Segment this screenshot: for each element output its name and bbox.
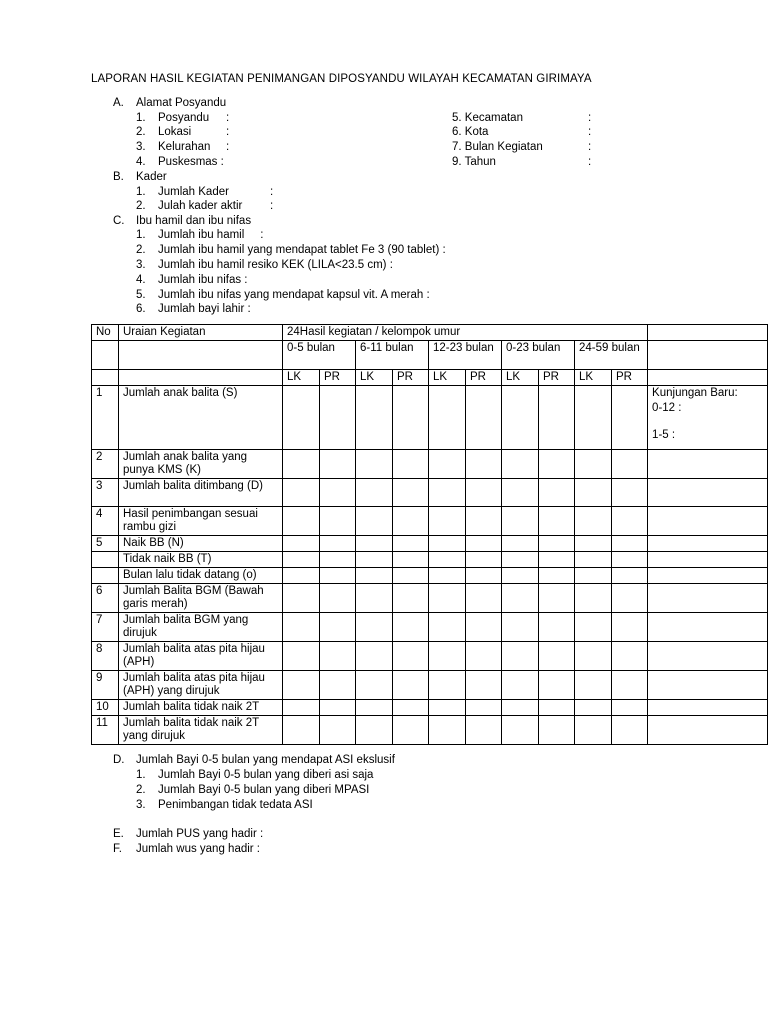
value-cell[interactable] xyxy=(429,479,466,507)
value-cell[interactable] xyxy=(429,536,466,552)
section-c-item-label: Jumlah bayi lahir : xyxy=(158,303,251,315)
value-cell[interactable] xyxy=(539,613,575,642)
value-cell[interactable] xyxy=(356,450,393,479)
value-cell[interactable] xyxy=(429,507,466,536)
section-a-item-label: Lokasi xyxy=(158,126,192,138)
value-cell[interactable] xyxy=(539,584,575,613)
section-a-right-colon: : xyxy=(588,156,592,168)
extra-cell xyxy=(648,507,768,536)
extra-cell xyxy=(648,671,768,700)
value-cell[interactable] xyxy=(612,716,648,745)
section-a-marker: A. xyxy=(113,97,124,109)
value-cell[interactable] xyxy=(466,716,502,745)
header-group: 24Hasil kegiatan / kelompok umur xyxy=(283,325,648,341)
value-cell[interactable] xyxy=(356,536,393,552)
value-cell[interactable] xyxy=(429,386,466,450)
value-cell[interactable] xyxy=(575,479,612,507)
value-cell[interactable] xyxy=(502,386,539,450)
activity-table xyxy=(91,324,768,745)
value-cell[interactable] xyxy=(356,716,393,745)
header-extra-blank xyxy=(648,341,768,370)
kunjungan-note-cell xyxy=(648,386,768,450)
sex-header-pr: PR xyxy=(539,370,575,386)
section-c-item-num: 2. xyxy=(136,244,146,256)
value-cell[interactable] xyxy=(502,584,539,613)
value-cell[interactable] xyxy=(466,507,502,536)
section-b-item-num: 1. xyxy=(136,186,146,198)
row-description: Naik BB (N) xyxy=(119,536,283,552)
extra-cell xyxy=(648,536,768,552)
table-row xyxy=(92,507,768,536)
value-cell[interactable] xyxy=(283,386,320,450)
age-group-header: 12-23 bulan xyxy=(429,341,502,370)
row-number: 6 xyxy=(92,584,119,613)
section-c-item-label: Jumlah ibu nifas : xyxy=(158,274,248,286)
row-description: Jumlah balita BGM yang dirujuk xyxy=(119,613,283,642)
row-number: 4 xyxy=(92,507,119,536)
value-cell[interactable] xyxy=(429,450,466,479)
value-cell[interactable] xyxy=(393,671,429,700)
extra-cell xyxy=(648,700,768,716)
section-a-item-colon: : xyxy=(226,126,230,138)
sex-header-pr: PR xyxy=(393,370,429,386)
value-cell[interactable] xyxy=(575,700,612,716)
value-cell[interactable] xyxy=(575,386,612,450)
value-cell[interactable] xyxy=(283,613,320,642)
value-cell[interactable] xyxy=(466,479,502,507)
section-d-item-label: Jumlah Bayi 0-5 bulan yang diberi MPASI xyxy=(158,784,370,796)
value-cell[interactable] xyxy=(502,536,539,552)
extra-cell xyxy=(648,613,768,642)
row-number: 10 xyxy=(92,700,119,716)
value-cell[interactable] xyxy=(320,613,356,642)
value-cell[interactable] xyxy=(283,536,320,552)
value-cell[interactable] xyxy=(393,536,429,552)
row-description: Jumlah balita ditimbang (D) xyxy=(119,479,283,507)
table-row xyxy=(92,613,768,642)
section-a-item-num: 4. xyxy=(136,156,146,168)
sex-header-lk: LK xyxy=(283,370,320,386)
table-row xyxy=(92,642,768,671)
value-cell[interactable] xyxy=(502,700,539,716)
value-cell[interactable] xyxy=(320,700,356,716)
row-number: 2 xyxy=(92,450,119,479)
value-cell[interactable] xyxy=(320,671,356,700)
value-cell[interactable] xyxy=(356,568,393,584)
sex-header-lk: LK xyxy=(429,370,466,386)
value-cell[interactable] xyxy=(393,613,429,642)
value-cell[interactable] xyxy=(356,671,393,700)
section-b-item-colon: : xyxy=(270,200,274,212)
section-a-item-num: 1. xyxy=(136,112,146,124)
section-c-item-num: 5. xyxy=(136,289,146,301)
extra-cell xyxy=(648,479,768,507)
value-cell[interactable] xyxy=(502,479,539,507)
value-cell[interactable] xyxy=(320,642,356,671)
section-c-item-num: 3. xyxy=(136,259,146,271)
value-cell[interactable] xyxy=(393,450,429,479)
row-description: Jumlah balita atas pita hijau (APH) yang dirujuk xyxy=(119,671,283,700)
section-a-item-label: Posyandu xyxy=(158,112,210,124)
value-cell[interactable] xyxy=(502,671,539,700)
value-cell[interactable] xyxy=(502,613,539,642)
value-cell[interactable] xyxy=(539,642,575,671)
sex-header-lk: LK xyxy=(356,370,393,386)
value-cell[interactable] xyxy=(612,584,648,613)
table-row xyxy=(92,568,768,584)
section-c-item-label: Jumlah ibu hamil resiko KEK (LILA<23.5 cm) : xyxy=(158,259,393,271)
section-d-label: Jumlah Bayi 0-5 bulan yang mendapat ASI ekslusif xyxy=(136,754,395,766)
value-cell[interactable] xyxy=(356,613,393,642)
value-cell[interactable] xyxy=(575,584,612,613)
row-number: 8 xyxy=(92,642,119,671)
kunjungan-1-5-label: 1-5 : xyxy=(652,429,676,441)
value-cell[interactable] xyxy=(612,700,648,716)
header-extra-blank xyxy=(648,370,768,386)
section-d-item-label: Penimbangan tidak tedata ASI xyxy=(158,799,313,811)
value-cell[interactable] xyxy=(283,584,320,613)
table-row xyxy=(92,479,768,507)
value-cell[interactable] xyxy=(320,584,356,613)
value-cell[interactable] xyxy=(320,386,356,450)
value-cell[interactable] xyxy=(539,568,575,584)
value-cell[interactable] xyxy=(502,450,539,479)
value-cell[interactable] xyxy=(393,568,429,584)
row-description: Jumlah anak balita (S) xyxy=(119,386,283,450)
value-cell[interactable] xyxy=(612,613,648,642)
section-c-item-label: Jumlah ibu hamil yang mendapat tablet Fe 3 (90 tablet) : xyxy=(158,244,446,256)
extra-cell xyxy=(648,450,768,479)
value-cell[interactable] xyxy=(575,716,612,745)
section-a-right-label: 6. Kota xyxy=(452,126,489,138)
value-cell[interactable] xyxy=(466,386,502,450)
value-cell[interactable] xyxy=(612,552,648,568)
section-a-item-colon: : xyxy=(226,141,230,153)
value-cell[interactable] xyxy=(320,536,356,552)
value-cell[interactable] xyxy=(356,479,393,507)
section-a-right-colon: : xyxy=(588,126,592,138)
value-cell[interactable] xyxy=(466,613,502,642)
value-cell[interactable] xyxy=(575,507,612,536)
section-a-item-colon: : xyxy=(226,112,230,124)
value-cell[interactable] xyxy=(393,642,429,671)
value-cell[interactable] xyxy=(283,568,320,584)
row-number: 11 xyxy=(92,716,119,745)
header-no-blank xyxy=(92,341,119,370)
value-cell[interactable] xyxy=(612,642,648,671)
row-description: Jumlah balita tidak naik 2T xyxy=(119,700,283,716)
section-a-right-label: 7. Bulan Kegiatan xyxy=(452,141,543,153)
table-row xyxy=(92,536,768,552)
value-cell[interactable] xyxy=(429,642,466,671)
section-c-item-label: Jumlah ibu hamil : xyxy=(158,229,264,241)
age-group-header: 24-59 bulan xyxy=(575,341,648,370)
value-cell[interactable] xyxy=(575,568,612,584)
value-cell[interactable] xyxy=(539,450,575,479)
value-cell[interactable] xyxy=(612,671,648,700)
value-cell[interactable] xyxy=(356,507,393,536)
extra-cell xyxy=(648,552,768,568)
section-c-item-num: 4. xyxy=(136,274,146,286)
value-cell[interactable] xyxy=(283,552,320,568)
row-description: Jumlah Balita BGM (Bawah garis merah) xyxy=(119,584,283,613)
sex-header-pr: PR xyxy=(320,370,356,386)
value-cell[interactable] xyxy=(466,568,502,584)
age-group-header: 6-11 bulan xyxy=(356,341,429,370)
value-cell[interactable] xyxy=(575,536,612,552)
value-cell[interactable] xyxy=(393,479,429,507)
section-c-item-num: 1. xyxy=(136,229,146,241)
row-description: Tidak naik BB (T) xyxy=(119,552,283,568)
table-row xyxy=(92,716,768,745)
section-f-marker: F. xyxy=(113,843,122,855)
value-cell[interactable] xyxy=(575,642,612,671)
section-a-right-label: 9. Tahun xyxy=(452,156,496,168)
value-cell[interactable] xyxy=(539,479,575,507)
value-cell[interactable] xyxy=(466,450,502,479)
row-description: Hasil penimbangan sesuai rambu gizi xyxy=(119,507,283,536)
row-number: 7 xyxy=(92,613,119,642)
value-cell[interactable] xyxy=(283,507,320,536)
kunjungan-0-12-label: 0-12 : xyxy=(652,402,682,414)
section-d-item-label: Jumlah Bayi 0-5 bulan yang diberi asi saja xyxy=(158,769,374,781)
value-cell[interactable] xyxy=(502,507,539,536)
value-cell[interactable] xyxy=(393,552,429,568)
value-cell[interactable] xyxy=(356,584,393,613)
section-d-item-num: 1. xyxy=(136,769,146,781)
value-cell[interactable] xyxy=(466,552,502,568)
section-e-label: Jumlah PUS yang hadir : xyxy=(136,828,264,840)
table-row xyxy=(92,584,768,613)
value-cell[interactable] xyxy=(575,450,612,479)
value-cell[interactable] xyxy=(283,450,320,479)
header-uraian-blank xyxy=(119,341,283,370)
sex-header-lk: LK xyxy=(502,370,539,386)
section-d-item-num: 3. xyxy=(136,799,146,811)
value-cell[interactable] xyxy=(575,613,612,642)
section-e-marker: E. xyxy=(113,828,124,840)
sex-header-pr: PR xyxy=(466,370,502,386)
section-c-marker: C. xyxy=(113,215,125,227)
value-cell[interactable] xyxy=(356,700,393,716)
header-uraian: Uraian Kegiatan xyxy=(119,325,283,341)
row-description: Bulan lalu tidak datang (o) xyxy=(119,568,283,584)
header-no: No xyxy=(92,325,119,341)
value-cell[interactable] xyxy=(612,450,648,479)
value-cell[interactable] xyxy=(466,642,502,671)
section-d-item-num: 2. xyxy=(136,784,146,796)
value-cell[interactable] xyxy=(356,386,393,450)
value-cell[interactable] xyxy=(502,642,539,671)
section-c-item-label: Jumlah ibu nifas yang mendapat kapsul vit. A merah : xyxy=(158,289,430,301)
value-cell[interactable] xyxy=(283,642,320,671)
age-group-header: 0-5 bulan xyxy=(283,341,356,370)
value-cell[interactable] xyxy=(393,386,429,450)
value-cell[interactable] xyxy=(283,700,320,716)
section-a-right-label: 5. Kecamatan xyxy=(452,112,523,124)
header-extra xyxy=(648,325,768,341)
age-group-header: 0-23 bulan xyxy=(502,341,575,370)
value-cell[interactable] xyxy=(429,584,466,613)
table-row xyxy=(92,700,768,716)
value-cell[interactable] xyxy=(539,386,575,450)
value-cell[interactable] xyxy=(429,671,466,700)
value-cell[interactable] xyxy=(429,552,466,568)
page-title: LAPORAN HASIL KEGIATAN PENIMANGAN DIPOSYANDU WILAYAH KECAMATAN GIRIMAYA xyxy=(91,73,592,85)
table-body xyxy=(92,386,768,745)
section-b-item-label: Julah kader aktir xyxy=(158,200,243,212)
row-description: Jumlah balita tidak naik 2T yang dirujuk xyxy=(119,716,283,745)
value-cell[interactable] xyxy=(502,568,539,584)
header-no-blank xyxy=(92,370,119,386)
value-cell[interactable] xyxy=(429,568,466,584)
extra-cell xyxy=(648,584,768,613)
value-cell[interactable] xyxy=(502,552,539,568)
extra-cell xyxy=(648,642,768,671)
section-a-label: Alamat Posyandu xyxy=(136,97,227,109)
table-row xyxy=(92,450,768,479)
value-cell[interactable] xyxy=(320,479,356,507)
section-a-item-num: 2. xyxy=(136,126,146,138)
row-number xyxy=(92,568,119,584)
value-cell[interactable] xyxy=(466,584,502,613)
value-cell[interactable] xyxy=(320,568,356,584)
value-cell[interactable] xyxy=(539,552,575,568)
section-f-label: Jumlah wus yang hadir : xyxy=(136,843,261,855)
value-cell[interactable] xyxy=(283,479,320,507)
row-number: 5 xyxy=(92,536,119,552)
section-b-marker: B. xyxy=(113,171,124,183)
table-row xyxy=(92,386,768,450)
row-number xyxy=(92,552,119,568)
section-b-label: Kader xyxy=(136,171,167,183)
value-cell[interactable] xyxy=(429,613,466,642)
section-b-item-colon: : xyxy=(270,186,274,198)
table-row xyxy=(92,671,768,700)
value-cell[interactable] xyxy=(502,716,539,745)
value-cell[interactable] xyxy=(466,700,502,716)
value-cell[interactable] xyxy=(539,716,575,745)
value-cell[interactable] xyxy=(320,450,356,479)
value-cell[interactable] xyxy=(356,642,393,671)
value-cell[interactable] xyxy=(466,671,502,700)
value-cell[interactable] xyxy=(539,507,575,536)
value-cell[interactable] xyxy=(429,700,466,716)
value-cell[interactable] xyxy=(283,716,320,745)
section-a-right-colon: : xyxy=(588,141,592,153)
row-description: Jumlah balita atas pita hijau (APH) xyxy=(119,642,283,671)
value-cell[interactable] xyxy=(320,507,356,536)
section-a-item-num: 3. xyxy=(136,141,146,153)
value-cell[interactable] xyxy=(612,507,648,536)
value-cell[interactable] xyxy=(539,536,575,552)
table-row xyxy=(92,552,768,568)
value-cell[interactable] xyxy=(320,552,356,568)
row-description: Jumlah anak balita yang punya KMS (K) xyxy=(119,450,283,479)
value-cell[interactable] xyxy=(612,536,648,552)
section-a-item-label: Puskesmas : xyxy=(158,156,224,168)
value-cell[interactable] xyxy=(575,552,612,568)
value-cell[interactable] xyxy=(356,552,393,568)
section-d-marker: D. xyxy=(113,754,125,766)
value-cell[interactable] xyxy=(539,700,575,716)
extra-cell xyxy=(648,716,768,745)
value-cell[interactable] xyxy=(283,671,320,700)
section-c-label: Ibu hamil dan ibu nifas xyxy=(136,215,252,227)
value-cell[interactable] xyxy=(466,536,502,552)
section-b-item-label: Jumlah Kader xyxy=(158,186,229,198)
section-a-right-colon: : xyxy=(588,112,592,124)
value-cell[interactable] xyxy=(393,584,429,613)
value-cell[interactable] xyxy=(429,716,466,745)
row-number: 9 xyxy=(92,671,119,700)
value-cell[interactable] xyxy=(612,479,648,507)
row-number: 1 xyxy=(92,386,119,450)
value-cell[interactable] xyxy=(393,507,429,536)
extra-cell xyxy=(648,568,768,584)
sex-header-pr: PR xyxy=(612,370,648,386)
row-number: 3 xyxy=(92,479,119,507)
value-cell[interactable] xyxy=(612,568,648,584)
kunjungan-baru-label: Kunjungan Baru: xyxy=(652,387,738,399)
header-uraian-blank xyxy=(119,370,283,386)
value-cell[interactable] xyxy=(393,716,429,745)
value-cell[interactable] xyxy=(393,700,429,716)
value-cell[interactable] xyxy=(320,716,356,745)
section-c-item-num: 6. xyxy=(136,303,146,315)
section-a-item-label: Kelurahan xyxy=(158,141,211,153)
value-cell[interactable] xyxy=(575,671,612,700)
sex-header-lk: LK xyxy=(575,370,612,386)
value-cell[interactable] xyxy=(612,386,648,450)
value-cell[interactable] xyxy=(539,671,575,700)
section-b-item-num: 2. xyxy=(136,200,146,212)
